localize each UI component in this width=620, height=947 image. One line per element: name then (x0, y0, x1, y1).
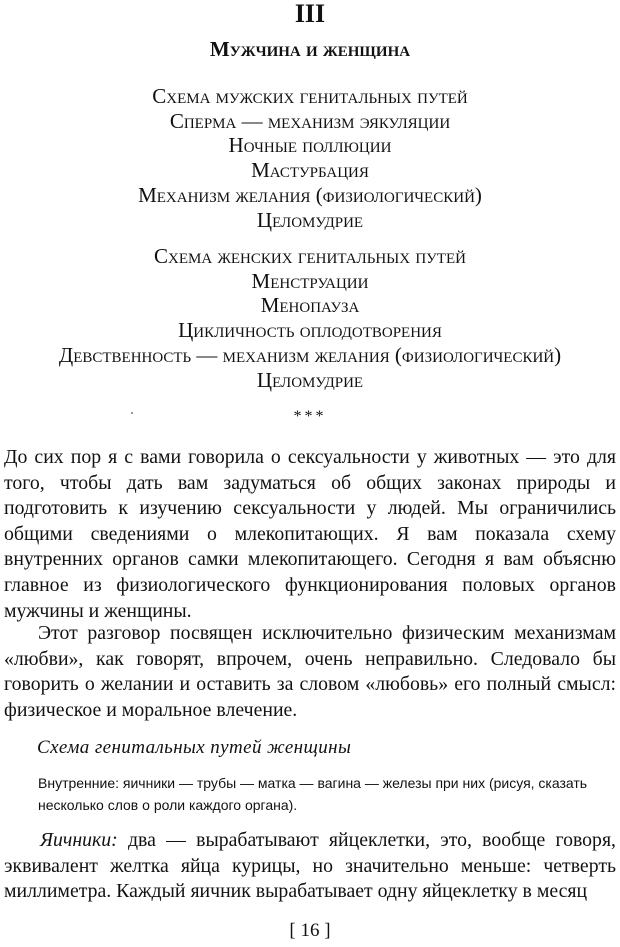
paragraph-lead: Яичники: (40, 829, 118, 851)
section-note: Внутренние: яичники — трубы — матка — вагина — железы при них (рисуя, сказать несколько слов о роли каждого органа). (38, 775, 588, 813)
outline-item: Сперма — механизм эякуляции (169, 108, 451, 133)
paragraph-intro: До сих пор я с вами говорила о сексуальности у животных — это для того, чтобы дать вам задуматься об общих законах природы и подготовить к изучению сексуальности у людей. Мы ограничились общими сведениями о млекопитающих. Я вам показала схему внутренних органов самки млекопитающего. Сегодня я вам объясню главное из физиологического функционирования половых органов мужчины и женщины. (4, 446, 616, 622)
outline-item: Механизм желания (физиологический) (138, 182, 482, 207)
outline-item: Схема женских генитальных путей (154, 244, 466, 268)
outline-item: Схема мужских генитальных путей (152, 84, 468, 108)
outline-item: Ночные поллюции (228, 133, 392, 158)
outline-item: Целомудрие (256, 367, 364, 392)
outline-item: Целомудрие (256, 207, 364, 232)
page-number: [ 16 ] (289, 920, 331, 941)
outline-item: Девственность — механизм желания (физиологический) (58, 342, 562, 367)
section-subheading: Схема генитальных путей женщины (37, 737, 352, 758)
chapter-number: III (294, 0, 326, 28)
outline-male-topics (0, 84, 620, 232)
outline-item: Цикличность оплодотворения (178, 318, 442, 343)
outline-item: Менструации (251, 268, 369, 293)
paragraph-body: два — вырабатывают яйцеклетки, это, вообще говоря, эквивалент желтка яйца курицы, но значительно меньше: четверть миллиметра. Каждый яичник вырабатывает одну яйцеклетку в месяц (4, 829, 616, 903)
paragraph-love: Этот разговор посвящен исключительно физическим механизмам «любви», как говорят, впрочем, очень неправильно. Следовало бы говорить о желании и оставить за словом «любовь» его полный смысл: физическое и моральное влечение. (4, 622, 616, 721)
outline-female-topics (0, 244, 620, 392)
chapter-title: Мужчина и женщина (209, 37, 411, 61)
outline-item: Менопауза (260, 293, 360, 318)
paragraph-ovaries (4, 828, 616, 905)
section-separator: *** (293, 408, 327, 425)
outline-item: Мастурбация (251, 158, 369, 183)
